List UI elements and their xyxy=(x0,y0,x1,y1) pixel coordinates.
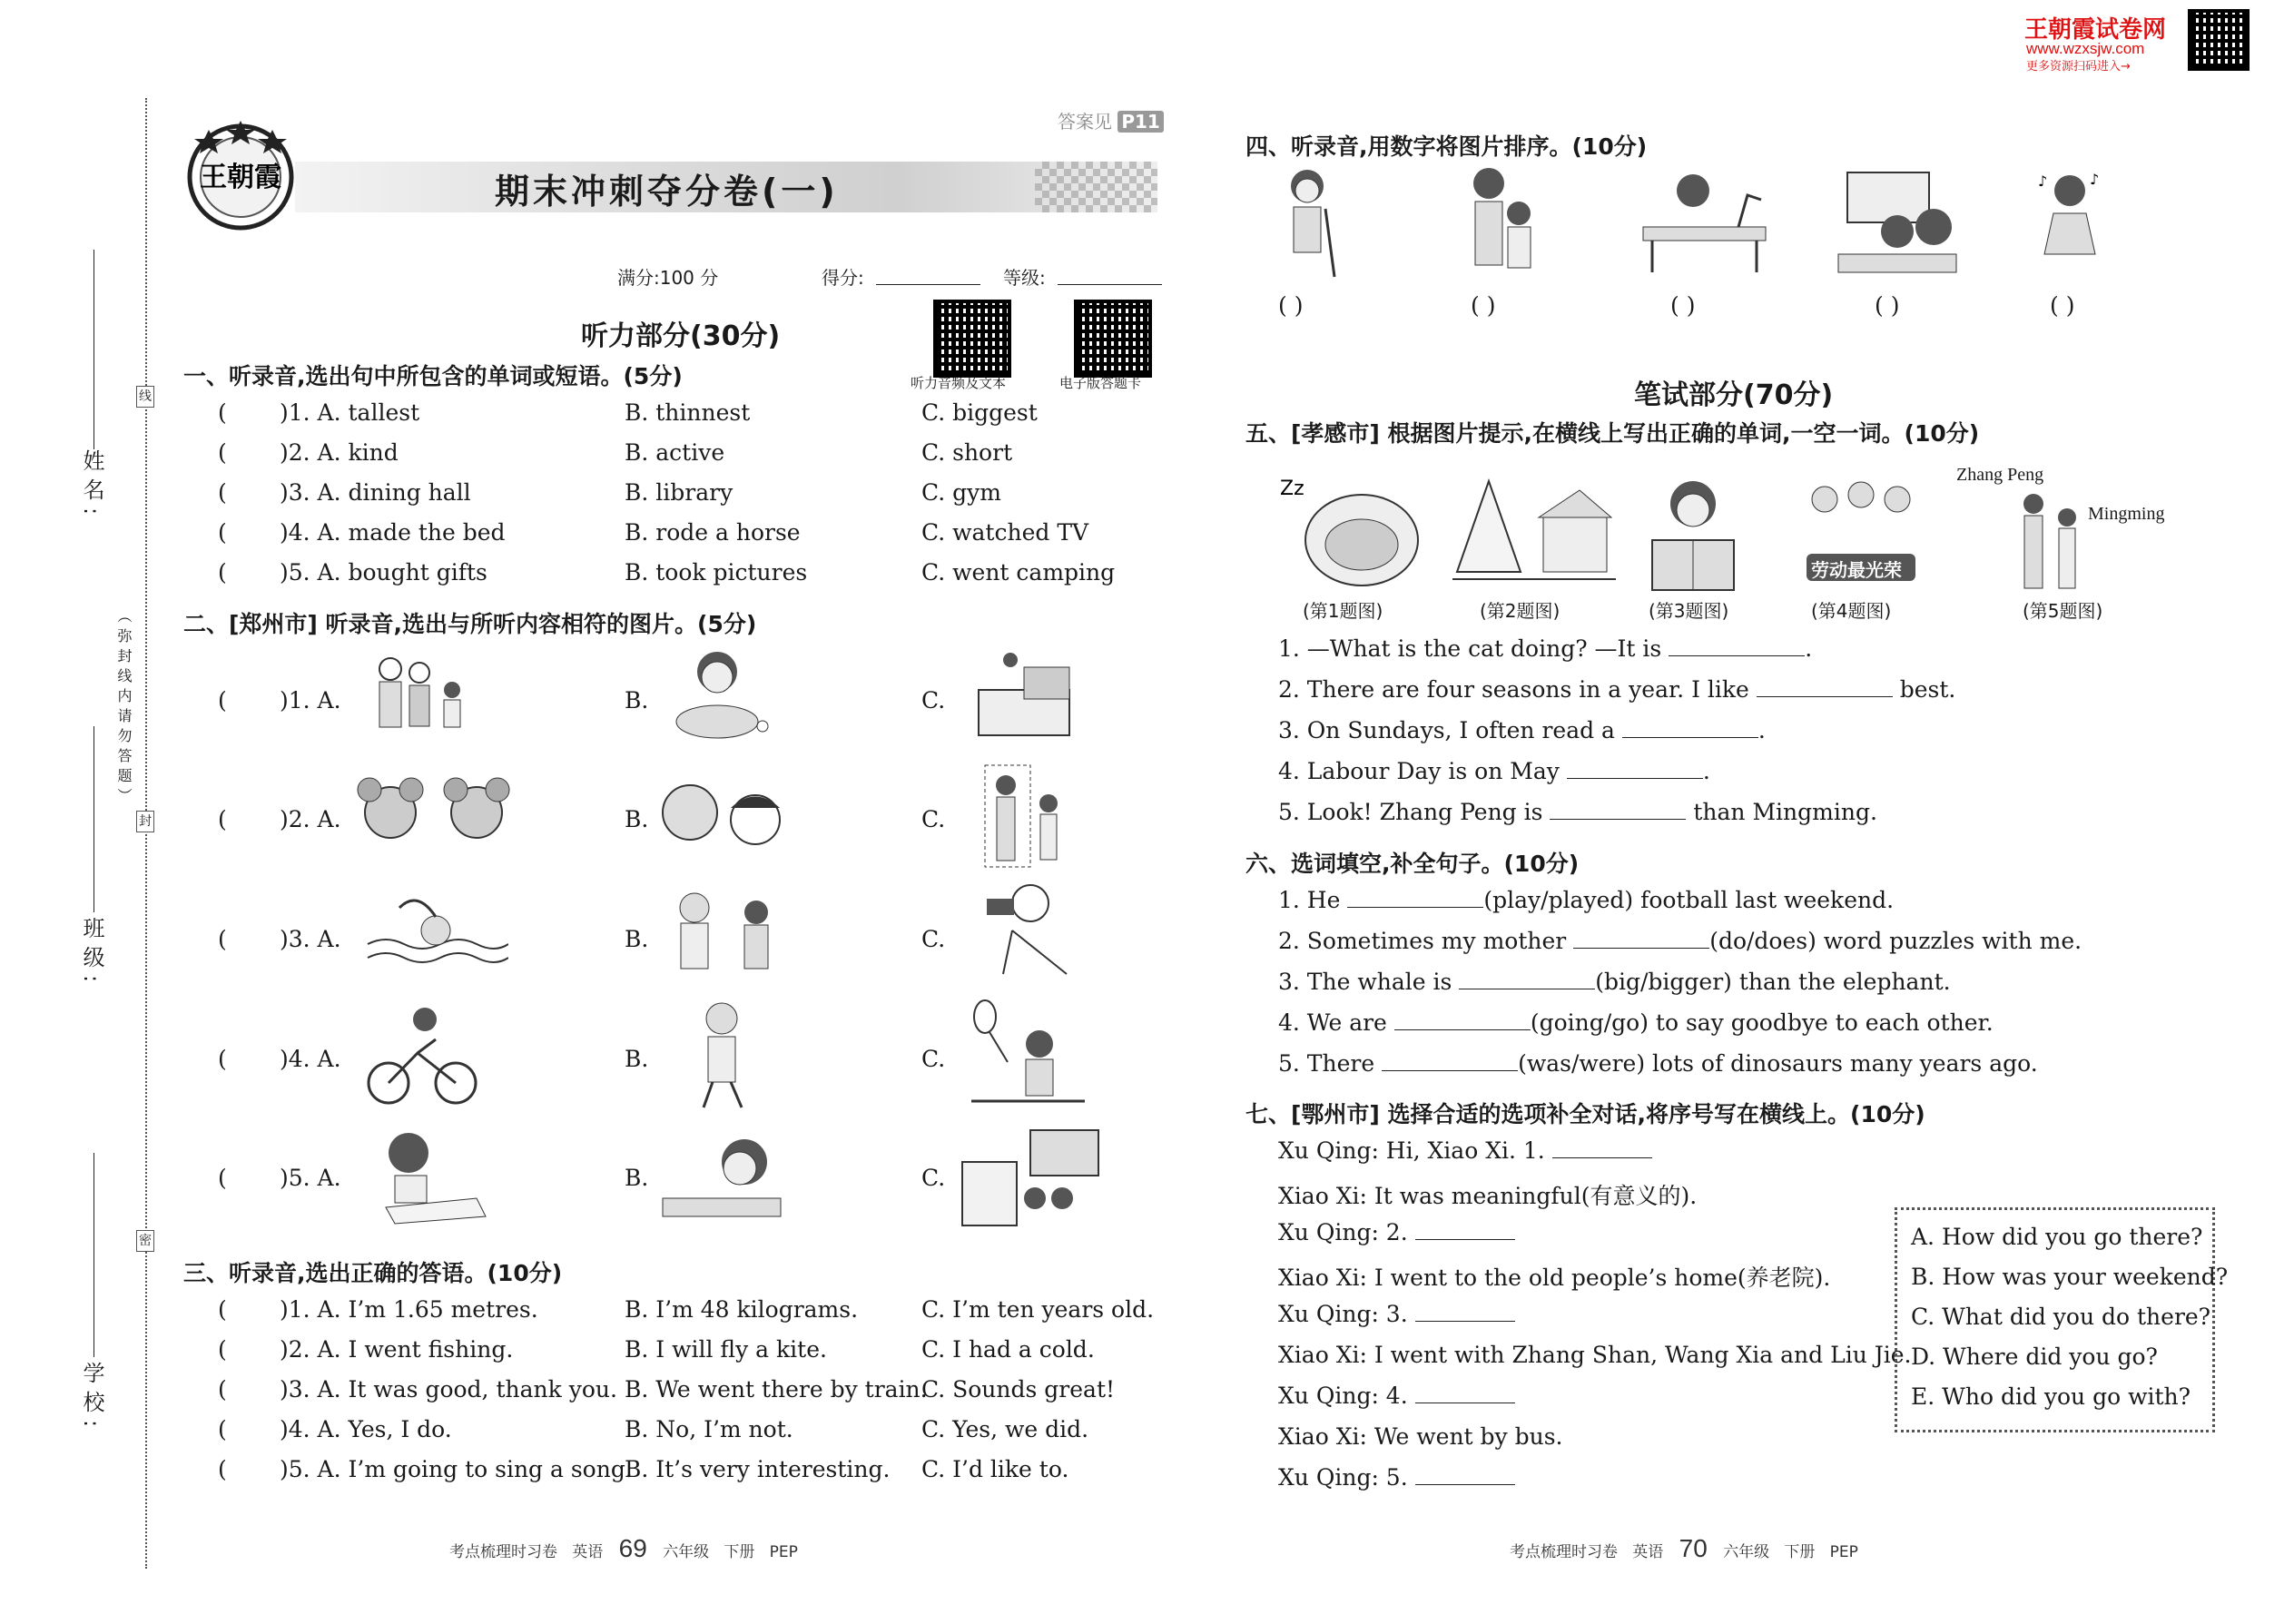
q7-line: Xu Qing: 3. xyxy=(1278,1301,1515,1327)
brand-name: 王朝霞试卷网 xyxy=(2024,16,2167,44)
q1-option-c[interactable]: C. went camping xyxy=(921,559,1116,586)
two-boys-icon[interactable] xyxy=(2011,490,2088,595)
q2-paren: ( xyxy=(218,806,227,832)
q7-line: Xiao Xi: I went to the old people’s home(养老院). xyxy=(1278,1265,1831,1291)
q2-label-b[interactable]: B. xyxy=(625,806,649,832)
audio-qr-icon[interactable] xyxy=(933,300,1011,378)
q1-paren: ( xyxy=(218,559,227,586)
grandma-boy-icon[interactable] xyxy=(654,776,790,867)
q1-option-b[interactable]: B. library xyxy=(625,479,733,506)
q6-item: 1. He (play/played) football last weekend. xyxy=(1278,887,1895,913)
school-label: 学校: xyxy=(79,1362,104,1435)
q3-option-c[interactable]: C. Sounds great! xyxy=(921,1376,1116,1403)
q1-paren: ( xyxy=(218,519,227,546)
svg-text:王朝霞: 王朝霞 xyxy=(200,162,281,193)
answer-card-qr-icon[interactable] xyxy=(1074,300,1152,378)
q2-label-a[interactable]: )3. A. xyxy=(280,926,341,952)
man-camera-icon[interactable] xyxy=(967,876,1085,976)
q3-option-c[interactable]: C. Yes, we did. xyxy=(921,1416,1089,1442)
q5-caption: (第3题图) xyxy=(1649,600,1729,622)
family-tv-icon[interactable] xyxy=(1834,168,1961,277)
q3-heading: 三、听录音,选出正确的答语。(10分) xyxy=(183,1260,563,1286)
q3-paren: ( xyxy=(218,1456,227,1482)
q1-option-c[interactable]: C. short xyxy=(921,439,1013,466)
q2-label-b[interactable]: B. xyxy=(625,1046,649,1072)
cut-line xyxy=(145,98,147,1569)
grade-label: 等级: xyxy=(1003,267,1046,289)
q1-option-c[interactable]: C. watched TV xyxy=(921,519,1089,546)
q7-blank[interactable] xyxy=(1415,1464,1515,1485)
q2-label-a[interactable]: )4. A. xyxy=(280,1046,341,1072)
q2-paren: ( xyxy=(218,1165,227,1191)
taking-photo-icon[interactable] xyxy=(658,885,785,976)
q1-option-a[interactable]: )1. A. tallest xyxy=(280,399,420,426)
q7-line: Xu Qing: Hi, Xiao Xi. 1. xyxy=(1278,1137,1652,1164)
q7-heading: 七、[鄂州市] 选择合适的选项补全对话,将序号写在横线上。(10分) xyxy=(1245,1101,1925,1127)
q1-paren: ( xyxy=(218,479,227,506)
q3-option-b[interactable]: B. No, I’m not. xyxy=(625,1416,793,1442)
q4-heading: 四、听录音,用数字将图片排序。(10分) xyxy=(1245,133,1648,160)
boy-writing-icon[interactable] xyxy=(368,1126,490,1225)
q6-blank[interactable] xyxy=(1459,969,1595,989)
two-mice-icon[interactable] xyxy=(350,772,522,862)
q6-blank[interactable] xyxy=(1394,1009,1531,1030)
q3-option-b[interactable]: B. I will fly a kite. xyxy=(625,1336,827,1363)
q3-option-a[interactable]: )5. A. I’m going to sing a song. xyxy=(280,1456,633,1482)
q2-label-c[interactable]: C. xyxy=(921,806,946,832)
winter-house-icon[interactable] xyxy=(1452,472,1616,590)
watching-tv-icon[interactable] xyxy=(953,1126,1103,1230)
sleeping-cat-icon[interactable] xyxy=(1275,472,1425,590)
q7-line: Xu Qing: 4. xyxy=(1278,1383,1515,1409)
seal-mark-secret: 密 xyxy=(136,1230,154,1252)
q7-option: C. What did you do there? xyxy=(1911,1304,2211,1330)
page-number-left: 69 xyxy=(618,1534,647,1562)
q2-label-c[interactable]: C. xyxy=(921,1165,946,1191)
q5-item: 5. Look! Zhang Peng is than Mingming. xyxy=(1278,799,1877,825)
q7-option: E. Who did you go with? xyxy=(1911,1383,2191,1410)
footer-left: 考点梳理时习卷 英语 69 六年级 下册 PEP xyxy=(449,1534,798,1562)
q3-option-b[interactable]: B. It’s very interesting. xyxy=(625,1456,891,1482)
swimming-icon[interactable] xyxy=(363,881,508,971)
q5-item: 1. —What is the cat doing? —It is . xyxy=(1278,635,1813,662)
answer-reference: 答案见 P11 xyxy=(1058,107,1164,133)
q5-blank[interactable] xyxy=(1567,758,1703,779)
seal-mark-line: 线 xyxy=(136,386,154,408)
riding-bike-icon[interactable] xyxy=(363,1003,481,1107)
score-label: 得分: xyxy=(822,267,864,289)
brand-qr-icon[interactable] xyxy=(2188,9,2250,71)
svg-text:Zz: Zz xyxy=(1280,477,1305,500)
q7-blank[interactable] xyxy=(1415,1301,1515,1322)
q3-option-a[interactable]: )3. A. It was good, thank you. xyxy=(280,1376,617,1403)
q5-blank[interactable] xyxy=(1669,635,1805,656)
listening-header: 听力部分(30分) xyxy=(581,320,781,352)
audio-qr-label: 听力音频及文本 xyxy=(911,375,1007,391)
q5-item: 2. There are four seasons in a year. I like best. xyxy=(1278,676,1956,703)
q4-answer-box[interactable]: ( ) xyxy=(1670,292,1696,319)
q1-option-c[interactable]: C. biggest xyxy=(921,399,1038,426)
seal-mark-seal: 封 xyxy=(136,811,154,832)
q3-option-b[interactable]: B. We went there by train. xyxy=(625,1376,928,1403)
seal-notice: （弥封线内请勿答题） xyxy=(115,608,133,808)
brand-url[interactable]: www.wzxsjw.com xyxy=(2026,40,2145,57)
q3-paren: ( xyxy=(218,1376,227,1403)
page-title: 期末冲刺夺分卷(一) xyxy=(495,172,839,212)
q6-item: 3. The whale is (big/bigger) than the elephant. xyxy=(1278,969,1951,995)
q2-label-b[interactable]: B. xyxy=(625,687,649,714)
q1-option-a[interactable]: )5. A. bought gifts xyxy=(280,559,487,586)
q7-blank[interactable] xyxy=(1552,1137,1652,1158)
q5-caption: (第4题图) xyxy=(1811,600,1892,622)
two-boys-height-icon[interactable] xyxy=(980,763,1071,871)
q3-paren: ( xyxy=(218,1336,227,1363)
q7-option: D. Where did you go? xyxy=(1911,1343,2158,1370)
q5-item: 3. On Sundays, I often read a . xyxy=(1278,717,1766,743)
girl-sweeping-icon[interactable] xyxy=(1266,163,1348,281)
q5-blank[interactable] xyxy=(1757,676,1893,697)
badminton-icon[interactable] xyxy=(967,994,1089,1107)
q7-line: Xiao Xi: It was meaningful(有意义的). xyxy=(1278,1183,1698,1209)
q5-pic4-banner: 劳动最光荣 xyxy=(1811,559,1902,581)
q5-heading: 五、[孝感市] 根据图片提示,在横线上写出正确的单词,一空一词。(10分) xyxy=(1245,420,1980,447)
q2-label-a[interactable]: )1. A. xyxy=(280,687,341,714)
q2-label-a[interactable]: )2. A. xyxy=(280,806,341,832)
q5-blank[interactable] xyxy=(1550,799,1686,820)
q3-option-c[interactable]: C. I had a cold. xyxy=(921,1336,1095,1363)
boy-eating-icon[interactable] xyxy=(658,1130,785,1221)
svg-text:♪: ♪ xyxy=(2038,172,2048,190)
name-label: 姓名: xyxy=(79,449,104,523)
girl-washing-icon[interactable] xyxy=(658,645,785,749)
q1-option-b[interactable]: B. thinnest xyxy=(625,399,751,426)
q7-line: Xu Qing: 2. xyxy=(1278,1219,1515,1245)
q1-option-a[interactable]: )3. A. dining hall xyxy=(280,479,471,506)
q3-option-a[interactable]: )4. A. Yes, I do. xyxy=(280,1416,452,1442)
q6-item: 4. We are (going/go) to say goodbye to each other. xyxy=(1278,1009,1994,1036)
page-number-right: 70 xyxy=(1679,1534,1708,1562)
q1-option-b[interactable]: B. took pictures xyxy=(625,559,808,586)
q6-blank[interactable] xyxy=(1573,928,1709,949)
q3-option-b[interactable]: B. I’m 48 kilograms. xyxy=(625,1296,859,1323)
q6-blank[interactable] xyxy=(1382,1050,1518,1071)
q4-answer-box[interactable]: ( ) xyxy=(2050,292,2075,319)
q4-answer-box[interactable]: ( ) xyxy=(1471,292,1496,319)
q5-zhang-label: Zhang Peng xyxy=(1956,465,2044,485)
q5-caption: (第2题图) xyxy=(1480,600,1561,622)
q2-label-a[interactable]: )5. A. xyxy=(280,1165,341,1191)
boy-reading-icon[interactable] xyxy=(1639,472,1748,595)
q7-blank[interactable] xyxy=(1415,1219,1515,1240)
q2-label-b[interactable]: B. xyxy=(625,926,649,952)
q6-item: 2. Sometimes my mother (do/does) word puzzles with me. xyxy=(1278,928,2082,954)
footer-right: 考点梳理时习卷 英语 70 六年级 下册 PEP xyxy=(1510,1534,1858,1562)
brand-sub: 更多资源扫码进入→ xyxy=(2026,60,2131,74)
q1-option-b[interactable]: B. rode a horse xyxy=(625,519,801,546)
q1-paren: ( xyxy=(218,399,227,426)
q2-paren: ( xyxy=(218,926,227,952)
q3-paren: ( xyxy=(218,1296,227,1323)
girl-singing-icon[interactable] xyxy=(2033,168,2106,281)
banner-pattern xyxy=(1035,162,1157,212)
q1-option-c[interactable]: C. gym xyxy=(921,479,1001,506)
full-score: 满分:100 分 xyxy=(617,267,719,289)
q1-option-a[interactable]: )2. A. kind xyxy=(280,439,399,466)
girl-climbing-icon[interactable] xyxy=(676,999,767,1112)
q2-paren: ( xyxy=(218,1046,227,1072)
mother-girl-icon[interactable] xyxy=(1457,163,1543,281)
q2-label-c[interactable]: C. xyxy=(921,1046,946,1072)
q5-ming-label: Mingming xyxy=(2088,504,2165,524)
q7-option: A. How did you go there? xyxy=(1911,1224,2203,1250)
q2-label-b[interactable]: B. xyxy=(625,1165,649,1191)
family-picture-icon[interactable] xyxy=(363,649,472,744)
q6-heading: 六、选词填空,补全句子。(10分) xyxy=(1245,851,1580,877)
q3-option-c[interactable]: C. I’m ten years old. xyxy=(921,1296,1155,1323)
q4-answer-box[interactable]: ( ) xyxy=(1278,292,1304,319)
q6-blank[interactable] xyxy=(1347,887,1483,908)
q3-option-a[interactable]: )2. A. I went fishing. xyxy=(280,1336,514,1363)
q2-paren: ( xyxy=(218,687,227,714)
svg-text:♪: ♪ xyxy=(2090,171,2100,188)
q7-line: Xiao Xi: We went by bus. xyxy=(1278,1423,1563,1450)
girl-desk-icon[interactable] xyxy=(1639,163,1770,277)
q3-option-c[interactable]: C. I’d like to. xyxy=(921,1456,1069,1482)
q5-caption: (第5题图) xyxy=(2023,600,2103,622)
q2-heading: 二、[郑州市] 听录音,选出与所听内容相符的图片。(5分) xyxy=(183,611,757,637)
grade-field[interactable] xyxy=(1058,284,1162,285)
q3-paren: ( xyxy=(218,1416,227,1442)
q5-blank[interactable] xyxy=(1622,717,1758,738)
sofa-tv-icon[interactable] xyxy=(970,649,1078,740)
writing-header: 笔试部分(70分) xyxy=(1634,379,1834,411)
q3-option-a[interactable]: )1. A. I’m 1.65 metres. xyxy=(280,1296,538,1323)
q7-line: Xu Qing: 5. xyxy=(1278,1464,1515,1491)
q7-blank[interactable] xyxy=(1415,1383,1515,1403)
q2-label-c[interactable]: C. xyxy=(921,926,946,952)
q4-answer-box[interactable]: ( ) xyxy=(1875,292,1900,319)
q6-item: 5. There (was/were) lots of dinosaurs many years ago. xyxy=(1278,1050,2038,1077)
q7-option: B. How was your weekend? xyxy=(1911,1264,2229,1290)
score-field[interactable] xyxy=(876,284,980,285)
q5-caption: (第1题图) xyxy=(1303,600,1383,622)
q1-paren: ( xyxy=(218,439,227,466)
brand-logo-icon xyxy=(182,113,300,231)
q5-item: 4. Labour Day is on May . xyxy=(1278,758,1710,784)
q1-option-a[interactable]: )4. A. made the bed xyxy=(280,519,506,546)
q7-line: Xiao Xi: I went with Zhang Shan, Wang Xia and Liu Jie. xyxy=(1278,1342,1912,1368)
q1-heading: 一、听录音,选出句中所包含的单词或短语。(5分) xyxy=(183,363,683,389)
q2-label-c[interactable]: C. xyxy=(921,687,946,714)
q1-option-b[interactable]: B. active xyxy=(625,439,725,466)
class-label: 班级: xyxy=(79,917,104,990)
answer-card-qr-label: 电子版答题卡 xyxy=(1059,375,1142,391)
